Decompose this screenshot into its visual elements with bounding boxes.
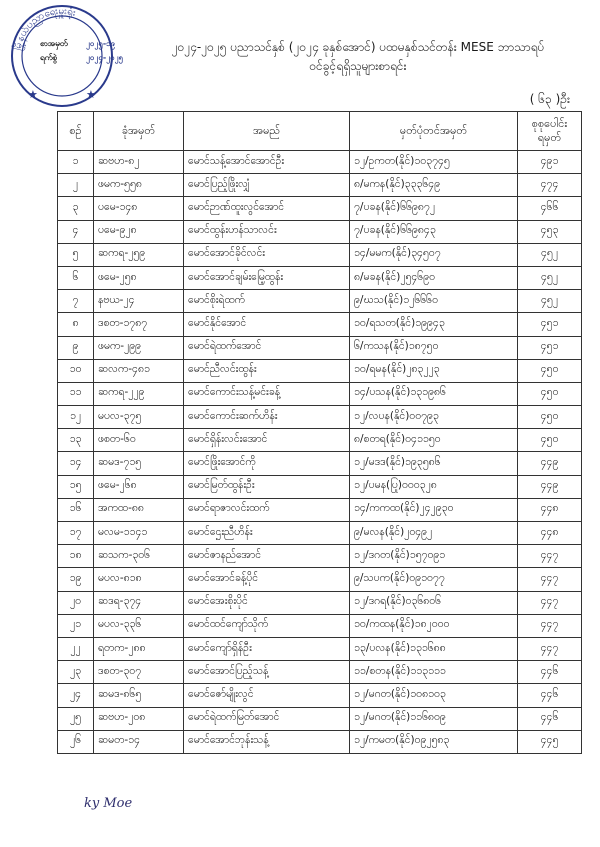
student-name: မောင်ဉာဏ်ထူးလွင်အောင် [184,197,350,220]
nrc-number: ၁၂/လပန(နိုင်)၀၀၇၉၃ [350,406,518,429]
table-row [58,522,582,545]
student-name: မောင်ဖြိုးအောင်ကို [184,452,350,475]
seat-number: ဆကရ-၂၂၉ [94,382,184,405]
seat-number: မလမ-၁၁၄၁ [94,522,184,545]
date-value: ၂၀၂၄-၂၀၂၅ [86,53,124,62]
table-row [58,707,582,730]
document-title [118,38,598,76]
row-number: ၂၁ [58,614,94,637]
handwritten-signature: ky Moe [84,796,133,811]
seat-number: ပမေ-၁၄၈ [94,197,184,220]
nrc-number: ၁၀/ရမန(နိုင်)၂၈၃၂၂၃ [350,359,518,382]
total-score: ၄၆၆ [518,197,582,220]
nrc-number: ၉/မလန(နိုင်)၂၀၄၉၂ [350,522,518,545]
table-row [58,730,582,753]
seat-number: မပလ-၈၁၈ [94,568,184,591]
table-row [58,174,582,197]
row-number: ၂၂ [58,637,94,660]
seat-number: ရတက-၂၈၈ [94,637,184,660]
student-name: မောင်ဇာနည်အောင် [184,545,350,568]
student-name: မောင်အောင်ခန့်ပိုင် [184,568,350,591]
student-name: မောင်ကောင်းဆက်ဟိန်း [184,406,350,429]
row-number: ၁၇ [58,522,94,545]
student-name: မောင်ရဲထက်မြတ်အောင် [184,707,350,730]
student-name: မောင်နိုင်အောင် [184,313,350,336]
row-number: ၄ [58,220,94,243]
student-name: မောင်ဌေးညီဟိန်း [184,522,350,545]
nrc-number: ၁၂/ဒဂရ(နိုင်)၀၃၆၈၀၆ [350,591,518,614]
nrc-number: ၇/ပခန(နိုင်)၆၆၉၈၇၂ [350,197,518,220]
table-row [58,475,582,498]
table-row [58,220,582,243]
total-score: ၄၄၈ [518,522,582,545]
seat-number: ဖမေ-၂၆၈ [94,475,184,498]
seat-number: ဆမတ-၁၄ [94,730,184,753]
table-row [58,266,582,289]
total-score: ၄၅၀ [518,429,582,452]
row-number: ၂၄ [58,684,94,707]
date-label: ရက်စွဲ [40,53,57,62]
col-header-no: စဉ် [58,112,94,151]
row-number: ၁၅ [58,475,94,498]
row-number: ၉ [58,336,94,359]
student-name: မောင်ကျော်ရှိန်ဦး [184,637,350,660]
nrc-number: ၁၂/ပမန(ပြု)၀၀၀၃၂၈ [350,475,518,498]
seat-number: ဆမဒ-၇၁၅ [94,452,184,475]
seat-number: ဆကရ-၂၅၉ [94,243,184,266]
seat-number: မပလ-၃၇၅ [94,406,184,429]
table-row [58,498,582,521]
row-number: ၅ [58,243,94,266]
seat-number: ဖမေ-၂၅၈ [94,266,184,289]
seat-number: အကထ-၈၈ [94,498,184,521]
seat-number: ဆဗဟ-၈၂ [94,151,184,174]
student-name: မောင်ကောင်းသန့်မင်းခန့် [184,382,350,405]
row-number: ၁၀ [58,359,94,382]
table-header-row [58,112,582,151]
seat-number: မပလ-၃၃၆ [94,614,184,637]
student-name: မောင်အေးစိုးပိုင် [184,591,350,614]
title-line-2: ဝင်ခွင့်ရရှိသူများစာရင်း [309,59,407,73]
nrc-number: ၈/စတရ(နိုင်)၀၄၁၁၅၀ [350,429,518,452]
student-name: မောင်ရာဇာလင်းထက် [184,498,350,521]
reg-label: စာအမှတ် [40,39,68,48]
row-number: ၁၂ [58,406,94,429]
table-row [58,429,582,452]
seat-number: ဒစတ-၁၇၈၇ [94,313,184,336]
table-row [58,243,582,266]
row-number: ၁၁ [58,382,94,405]
seat-number: ဆမဒ-၈၆၅ [94,684,184,707]
student-name: မောင်အောင်ချမ်းမြေ့ထွန်း [184,266,350,289]
student-name: မောင်မြတ်ထွန်းဦး [184,475,350,498]
total-score: ၄၅၁ [518,336,582,359]
total-count: ( ၆၃ )ဦး [529,92,570,106]
student-name: မောင်ရှိန်းလင်းအောင် [184,429,350,452]
table-row [58,591,582,614]
nrc-number: ၉/သပက(နိုင်)၀၉၁၀၇၇ [350,568,518,591]
total-score: ၄၄၆ [518,661,582,684]
row-number: ၆ [58,266,94,289]
col-header-seat: ခုံအမှတ် [94,112,184,151]
col-header-name: အမည် [184,112,350,151]
table-row [58,614,582,637]
total-score: ၄၉၁ [518,151,582,174]
table-row [58,359,582,382]
total-score: ၄၄၇ [518,545,582,568]
table-row [58,336,582,359]
student-name: မောင်သန့်အောင်အောင်ဦး [184,151,350,174]
table-row [58,545,582,568]
table-row [58,684,582,707]
total-score: ၄၅၂ [518,266,582,289]
total-score: ၄၄၈ [518,498,582,521]
nrc-number: ၈/မကန(နိုင်)၃၃၃၆၄၉ [350,174,518,197]
nrc-number: ၁၂/မဂတ(နိုင်)၁၀၈၁၀၃ [350,684,518,707]
row-number: ၁၃ [58,429,94,452]
nrc-number: ၁၄/ကကထ(နိုင်)၂၄၂၉၃၀ [350,498,518,521]
nrc-number: ၁၃/ပလန(နိုင်)၁၃၁၆၈၈ [350,637,518,660]
total-score: ၄၅၂ [518,290,582,313]
row-number: ၃ [58,197,94,220]
nrc-number: ၁၀/ရသတ(နိုင်)၁၉၉၄၃ [350,313,518,336]
total-score: ၄၄၅ [518,730,582,753]
row-number: ၂၀ [58,591,94,614]
row-number: ၁၆ [58,498,94,521]
seat-number: ဒစတ-၃၀၇ [94,661,184,684]
table-row [58,637,582,660]
seat-number: ဆသက-၃၀၆ [94,545,184,568]
nrc-number: ၆/ကသန(နိုင်)၁၈၇၅၀ [350,336,518,359]
col-header-nrc: မှတ်ပုံတင်အမှတ် [350,112,518,151]
table-row [58,661,582,684]
seal-ring-text: မြို့နယ်ပညာရေးမှူးရုံး [12,5,77,52]
row-number: ၇ [58,290,94,313]
row-number: ၂၃ [58,661,94,684]
nrc-number: ၈/မခန(နိုင်)၂၅၄၆၉၀ [350,266,518,289]
nrc-number: ၁၂/မဒဒ(နိုင်)၁၉၃၅၈၆ [350,452,518,475]
student-name: မောင်အောင်ပြည့်သန့် [184,661,350,684]
nrc-number: ၁၂/ကမတ(နိုင်)၀၉၂၅၈၃ [350,730,518,753]
table-row [58,382,582,405]
row-number: ၁၉ [58,568,94,591]
student-name: မောင်အောင်ခိုင်လင်း [184,243,350,266]
total-score: ၄၅၁ [518,313,582,336]
table-row [58,568,582,591]
row-number: ၁၈ [58,545,94,568]
nrc-number: ၁၂/မဂတ(နိုင်)၁၁၆၈၀၉ [350,707,518,730]
total-score: ၄၄၉ [518,475,582,498]
table-row [58,452,582,475]
total-score: ၄၄၆ [518,707,582,730]
reg-value: ၂၀၂၅-၁၉ [86,39,116,48]
seat-number: နဗယ-၂၄ [94,290,184,313]
table-row [58,290,582,313]
table-row [58,151,582,174]
table-row [58,313,582,336]
total-score: ၄၇၄ [518,174,582,197]
total-score: ၄၄၇ [518,614,582,637]
student-name: မောင်ထင်ကျော်သိုက် [184,614,350,637]
title-line-1: ၂၀၂၄-၂၀၂၅ ပညာသင်နှစ် (၂၀၂၄ ခုနှစ်အောင်) ပထမနှစ်သင်တန်း MESE ဘာသာရပ် [171,40,545,54]
total-score: ၄၄၉ [518,452,582,475]
total-score: ၄၄၇ [518,637,582,660]
seat-number: ဆဗဟ-၂၀၈ [94,707,184,730]
nrc-number: ၁၂/ဒဂတ(နိုင်)၁၅၇၀၉၁ [350,545,518,568]
total-score: ၄၄၆ [518,684,582,707]
seat-number: ပမေ-၉၂၈ [94,220,184,243]
seat-number: ဖမက-၂၉၉ [94,336,184,359]
student-name: မောင်ပြည့်ဖြိုးလျှံ [184,174,350,197]
nrc-number: ၁၂/ဥကတ(နိုင်)၁၀၃၇၄၅ [350,151,518,174]
seal-star-right: ★ [86,88,96,101]
total-score: ၄၅၂ [518,243,582,266]
student-name: မောင်ဇော်မျိုးလွင် [184,684,350,707]
student-name: မောင်ထွန်းဟန်သာလင်း [184,220,350,243]
total-score: ၄၅၀ [518,406,582,429]
nrc-number: ၁၄/ပသန(နိုင်)၁၃၁၉၈၆ [350,382,518,405]
seat-number: ဆဒရ-၃၇၄ [94,591,184,614]
admission-table [57,111,582,754]
table-body [58,151,582,754]
total-score: ၄၄၇ [518,568,582,591]
student-name: မောင်ညီလင်းထွန်း [184,359,350,382]
nrc-number: ၇/ပခန(နိုင်)၆၆၉၈၄၃ [350,220,518,243]
col-header-total: စုစုပေါင်း ရမှတ် [518,112,582,151]
total-score: ၄၄၇ [518,591,582,614]
seat-number: ဖမက-၅၅၈ [94,174,184,197]
nrc-number: ၁၁/စတန(နိုင်)၁၁၃၁၁၁ [350,661,518,684]
student-name: မောင်ရဲထက်အောင် [184,336,350,359]
nrc-number: ၁၄/မမက(နိုင်)၃၄၅၀၇ [350,243,518,266]
total-score: ၄၅၀ [518,359,582,382]
row-number: ၁ [58,151,94,174]
nrc-number: ၁၀/ကထန(နိုင်)၁၈၂၀၀၀ [350,614,518,637]
row-number: ၈ [58,313,94,336]
seat-number: ဖစတ-၆၀ [94,429,184,452]
row-number: ၂၅ [58,707,94,730]
total-score: ၄၅၀ [518,382,582,405]
table-row [58,197,582,220]
seal-star-left: ★ [28,88,38,101]
seat-number: ဆလက-၄၈၁ [94,359,184,382]
student-name: မောင်အောင်ဘုန်းသန့် [184,730,350,753]
student-name: မောင်စိုးရဲထက် [184,290,350,313]
table-row [58,406,582,429]
row-number: ၂၆ [58,730,94,753]
total-score: ၄၅၃ [518,220,582,243]
nrc-number: ၉/ဃသ(နိုင်)၁၂၆၆၆၀ [350,290,518,313]
row-number: ၂ [58,174,94,197]
row-number: ၁၄ [58,452,94,475]
